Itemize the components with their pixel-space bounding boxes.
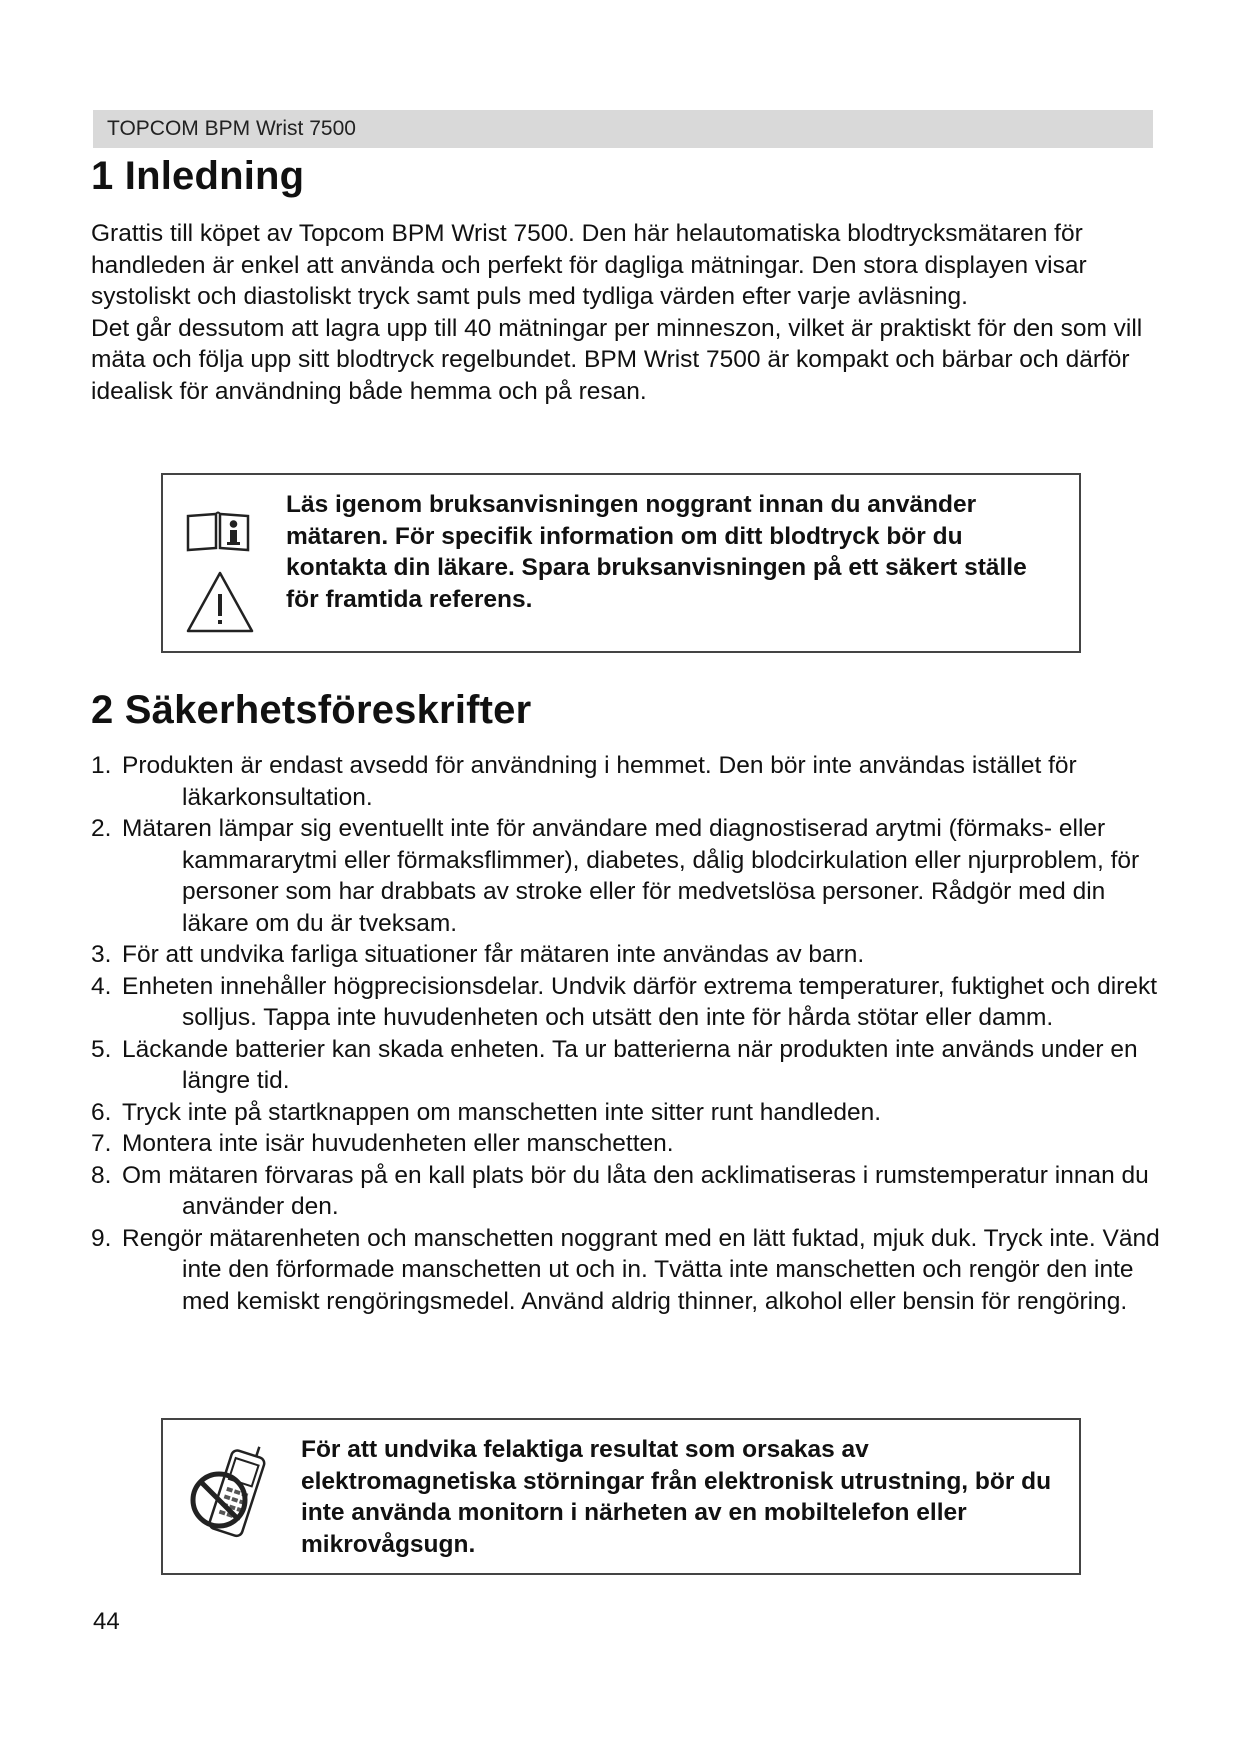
- list-item-text: För att undvika farliga situationer får mätaren inte användas av barn.: [122, 941, 865, 968]
- list-item: [91, 1034, 1171, 1097]
- interference-notice: [161, 1418, 1081, 1575]
- section-title-safety: 2 Säkerhetsföreskrifter: [91, 688, 532, 732]
- list-item-number: 1.: [91, 752, 112, 779]
- warning-triangle-icon: [185, 570, 255, 634]
- list-item-number: 2.: [91, 815, 112, 842]
- list-item-text: Läckande batterier kan skada enheten. Ta ur batterierna när produkten inte används under en längre tid.: [122, 1035, 1138, 1094]
- list-item-number: 6.: [91, 1098, 112, 1126]
- read-manual-notice: [161, 473, 1081, 653]
- list-item-text: Enheten innehåller högprecisionsdelar. Undvik därför extrema temperaturer, fuktighet och direkt solljus. Tappa inte huvudenheten och utsätt den inte för hårda stötar eller damm.: [122, 972, 1158, 1031]
- running-header: [93, 110, 1153, 148]
- list-item: [91, 1223, 1171, 1318]
- list-item-number: 4.: [91, 972, 112, 1000]
- list-item-number: 7.: [91, 1130, 112, 1157]
- safety-rules-list: [91, 750, 1171, 1317]
- intro-paragraph: Det går dessutom att lagra upp till 40 mätningar per minneszon, vilket är praktiskt för den som vill mäta och följa upp sitt blodtryck regelbundet. BPM Wrist 7500 är kompakt och bärbar och därför idealisk för användning både hemma och på resan.: [91, 314, 1143, 405]
- no-mobile-phone-icon: [181, 1440, 281, 1552]
- list-item-number: 8.: [91, 1161, 112, 1189]
- intro-paragraph: Grattis till köpet av Topcom BPM Wrist 7500. Den här helautomatiska blodtrycksmätaren för handleden är enkel att använda och perfekt för dagliga mätningar. Den stora displayen visar systoliskt och diastoliskt tryck samt puls med tydliga värden efter varje avläsning.: [91, 220, 1087, 310]
- running-header-title: TOPCOM BPM Wrist 7500: [107, 117, 356, 140]
- list-item: [91, 1160, 1171, 1223]
- manual-info-icon: [185, 508, 251, 554]
- list-item-text: Tryck inte på startknappen om manschetten inte sitter runt handleden.: [122, 1098, 882, 1126]
- introduction-text: [91, 218, 1161, 407]
- list-item: [91, 939, 1171, 971]
- list-item-text: Produkten är endast avsedd för användning i hemmet. Den bör inte användas istället för läkarkonsultation.: [122, 752, 1077, 811]
- list-item: [91, 1097, 1171, 1129]
- list-item: [91, 813, 1171, 939]
- section-title-introduction: 1 Inledning: [91, 154, 305, 198]
- notice-read-manual-text: Läs igenom bruksanvisningen noggrant innan du använder mätaren. För specifik information om ditt blodtryck bör du kontakta din läkare. Spara bruksanvisningen på ett säkert ställe för framtida referens.: [286, 491, 1027, 613]
- list-item: [91, 971, 1171, 1034]
- list-item-text: Montera inte isär huvudenheten eller manschetten.: [122, 1130, 674, 1157]
- list-item: [91, 750, 1171, 813]
- list-item-number: 5.: [91, 1035, 112, 1063]
- list-item-text: Mätaren lämpar sig eventuellt inte för användare med diagnostiserad arytmi (förmaks- eller kammararytmi eller förmaksflimmer), diabetes, dålig blodcirkulation eller njurproblem, för personer som har drabbats av stroke eller för medvetslösa personer. Rådgör med din läkare om du är tveksam.: [122, 815, 1140, 937]
- list-item-number: 3.: [91, 941, 112, 968]
- list-item-number: 9.: [91, 1224, 112, 1252]
- list-item: [91, 1128, 1171, 1160]
- list-item-text: Rengör mätarenheten och manschetten noggrant med en lätt fuktad, mjuk duk. Tryck inte. Vänd inte den förformade manschetten ut och in. Tvätta inte manschetten och rengör den inte med kemiskt rengöringsmedel. Använd aldrig thinner, alkohol eller bensin för rengöring.: [122, 1224, 1160, 1315]
- list-item-text: Om mätaren förvaras på en kall plats bör du låta den acklimatiseras i rumstemperatur innan du använder den.: [122, 1161, 1149, 1220]
- notice-interference-text: För att undvika felaktiga resultat som orsakas av elektromagnetiska störningar från elektronisk utrustning, bör du inte använda monitorn i närheten av en mobiltelefon eller mikrovågsugn.: [301, 1436, 1052, 1558]
- page-number: 44: [93, 1608, 120, 1635]
